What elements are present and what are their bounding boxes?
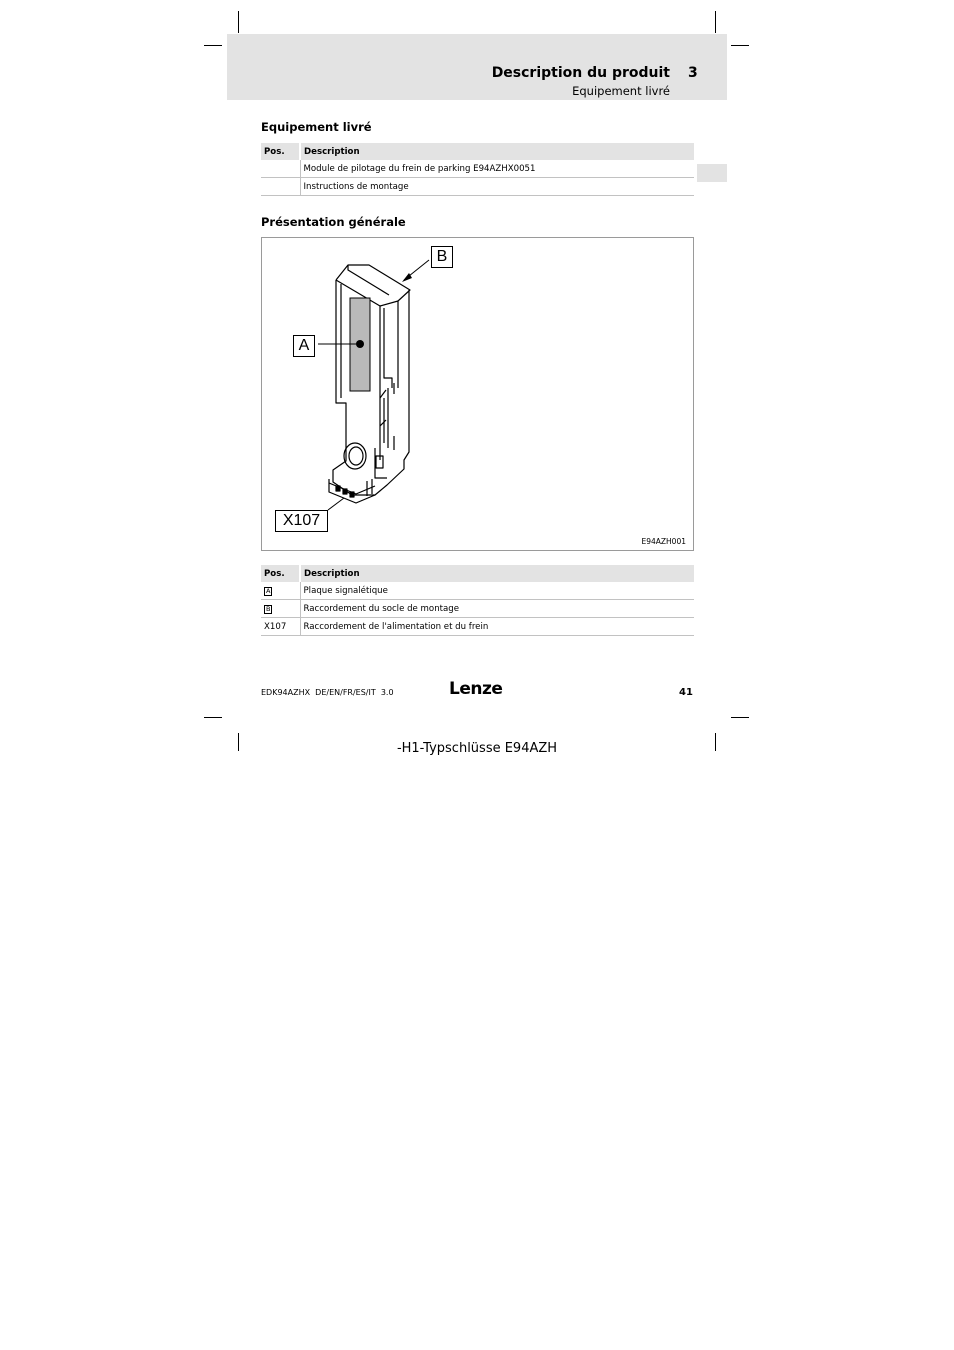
page-title: Description du produit xyxy=(491,65,670,81)
crop-mark xyxy=(238,11,239,33)
crop-mark xyxy=(731,717,749,718)
delivery-table xyxy=(261,143,694,196)
callout-b: B xyxy=(431,246,453,268)
crop-mark xyxy=(731,45,749,46)
row-pos xyxy=(261,178,300,196)
column-header-description: Description xyxy=(300,565,694,582)
device-figure xyxy=(261,237,694,551)
row-pos xyxy=(261,582,300,600)
device-illustration xyxy=(262,238,693,550)
column-header-pos: Pos. xyxy=(261,565,300,582)
chapter-number: 3 xyxy=(688,65,698,81)
row-description: Instructions de montage xyxy=(300,178,694,196)
table-row xyxy=(261,160,694,178)
row-description: Module de pilotage du frein de parking E94AZHX0051 xyxy=(300,160,694,178)
row-pos xyxy=(261,160,300,178)
row-pos: X107 xyxy=(261,618,300,636)
column-header-description: Description xyxy=(300,143,694,160)
document-reference: EDK94AZHX DE/EN/FR/ES/IT 3.0 xyxy=(261,688,394,697)
table-row xyxy=(261,618,694,636)
table-row xyxy=(261,600,694,618)
table-row xyxy=(261,178,694,196)
section-heading-overview: Présentation générale xyxy=(261,215,406,229)
thumb-tab xyxy=(697,164,727,182)
callout-x107: X107 xyxy=(275,510,328,532)
row-description: Plaque signalétique xyxy=(300,582,694,600)
page-subtitle: Equipement livré xyxy=(572,84,670,98)
column-header-pos: Pos. xyxy=(261,143,300,160)
crop-mark xyxy=(204,45,222,46)
figure-code: E94AZH001 xyxy=(641,537,686,546)
lenze-logo: Lenze xyxy=(449,679,503,699)
callout-a: A xyxy=(293,335,315,357)
row-description: Raccordement du socle de montage xyxy=(300,600,694,618)
page-number: 41 xyxy=(679,687,693,698)
row-description: Raccordement de l'alimentation et du frein xyxy=(300,618,694,636)
section-heading-delivery: Equipement livré xyxy=(261,120,372,134)
pos-box-a: A xyxy=(266,586,271,595)
overview-table xyxy=(261,565,694,636)
pos-box-b: B xyxy=(266,604,271,613)
row-pos xyxy=(261,600,300,618)
table-row xyxy=(261,582,694,600)
crop-mark xyxy=(715,11,716,33)
crop-mark xyxy=(204,717,222,718)
image-caption: -H1-Typschlüsse E94AZH xyxy=(396,741,558,756)
